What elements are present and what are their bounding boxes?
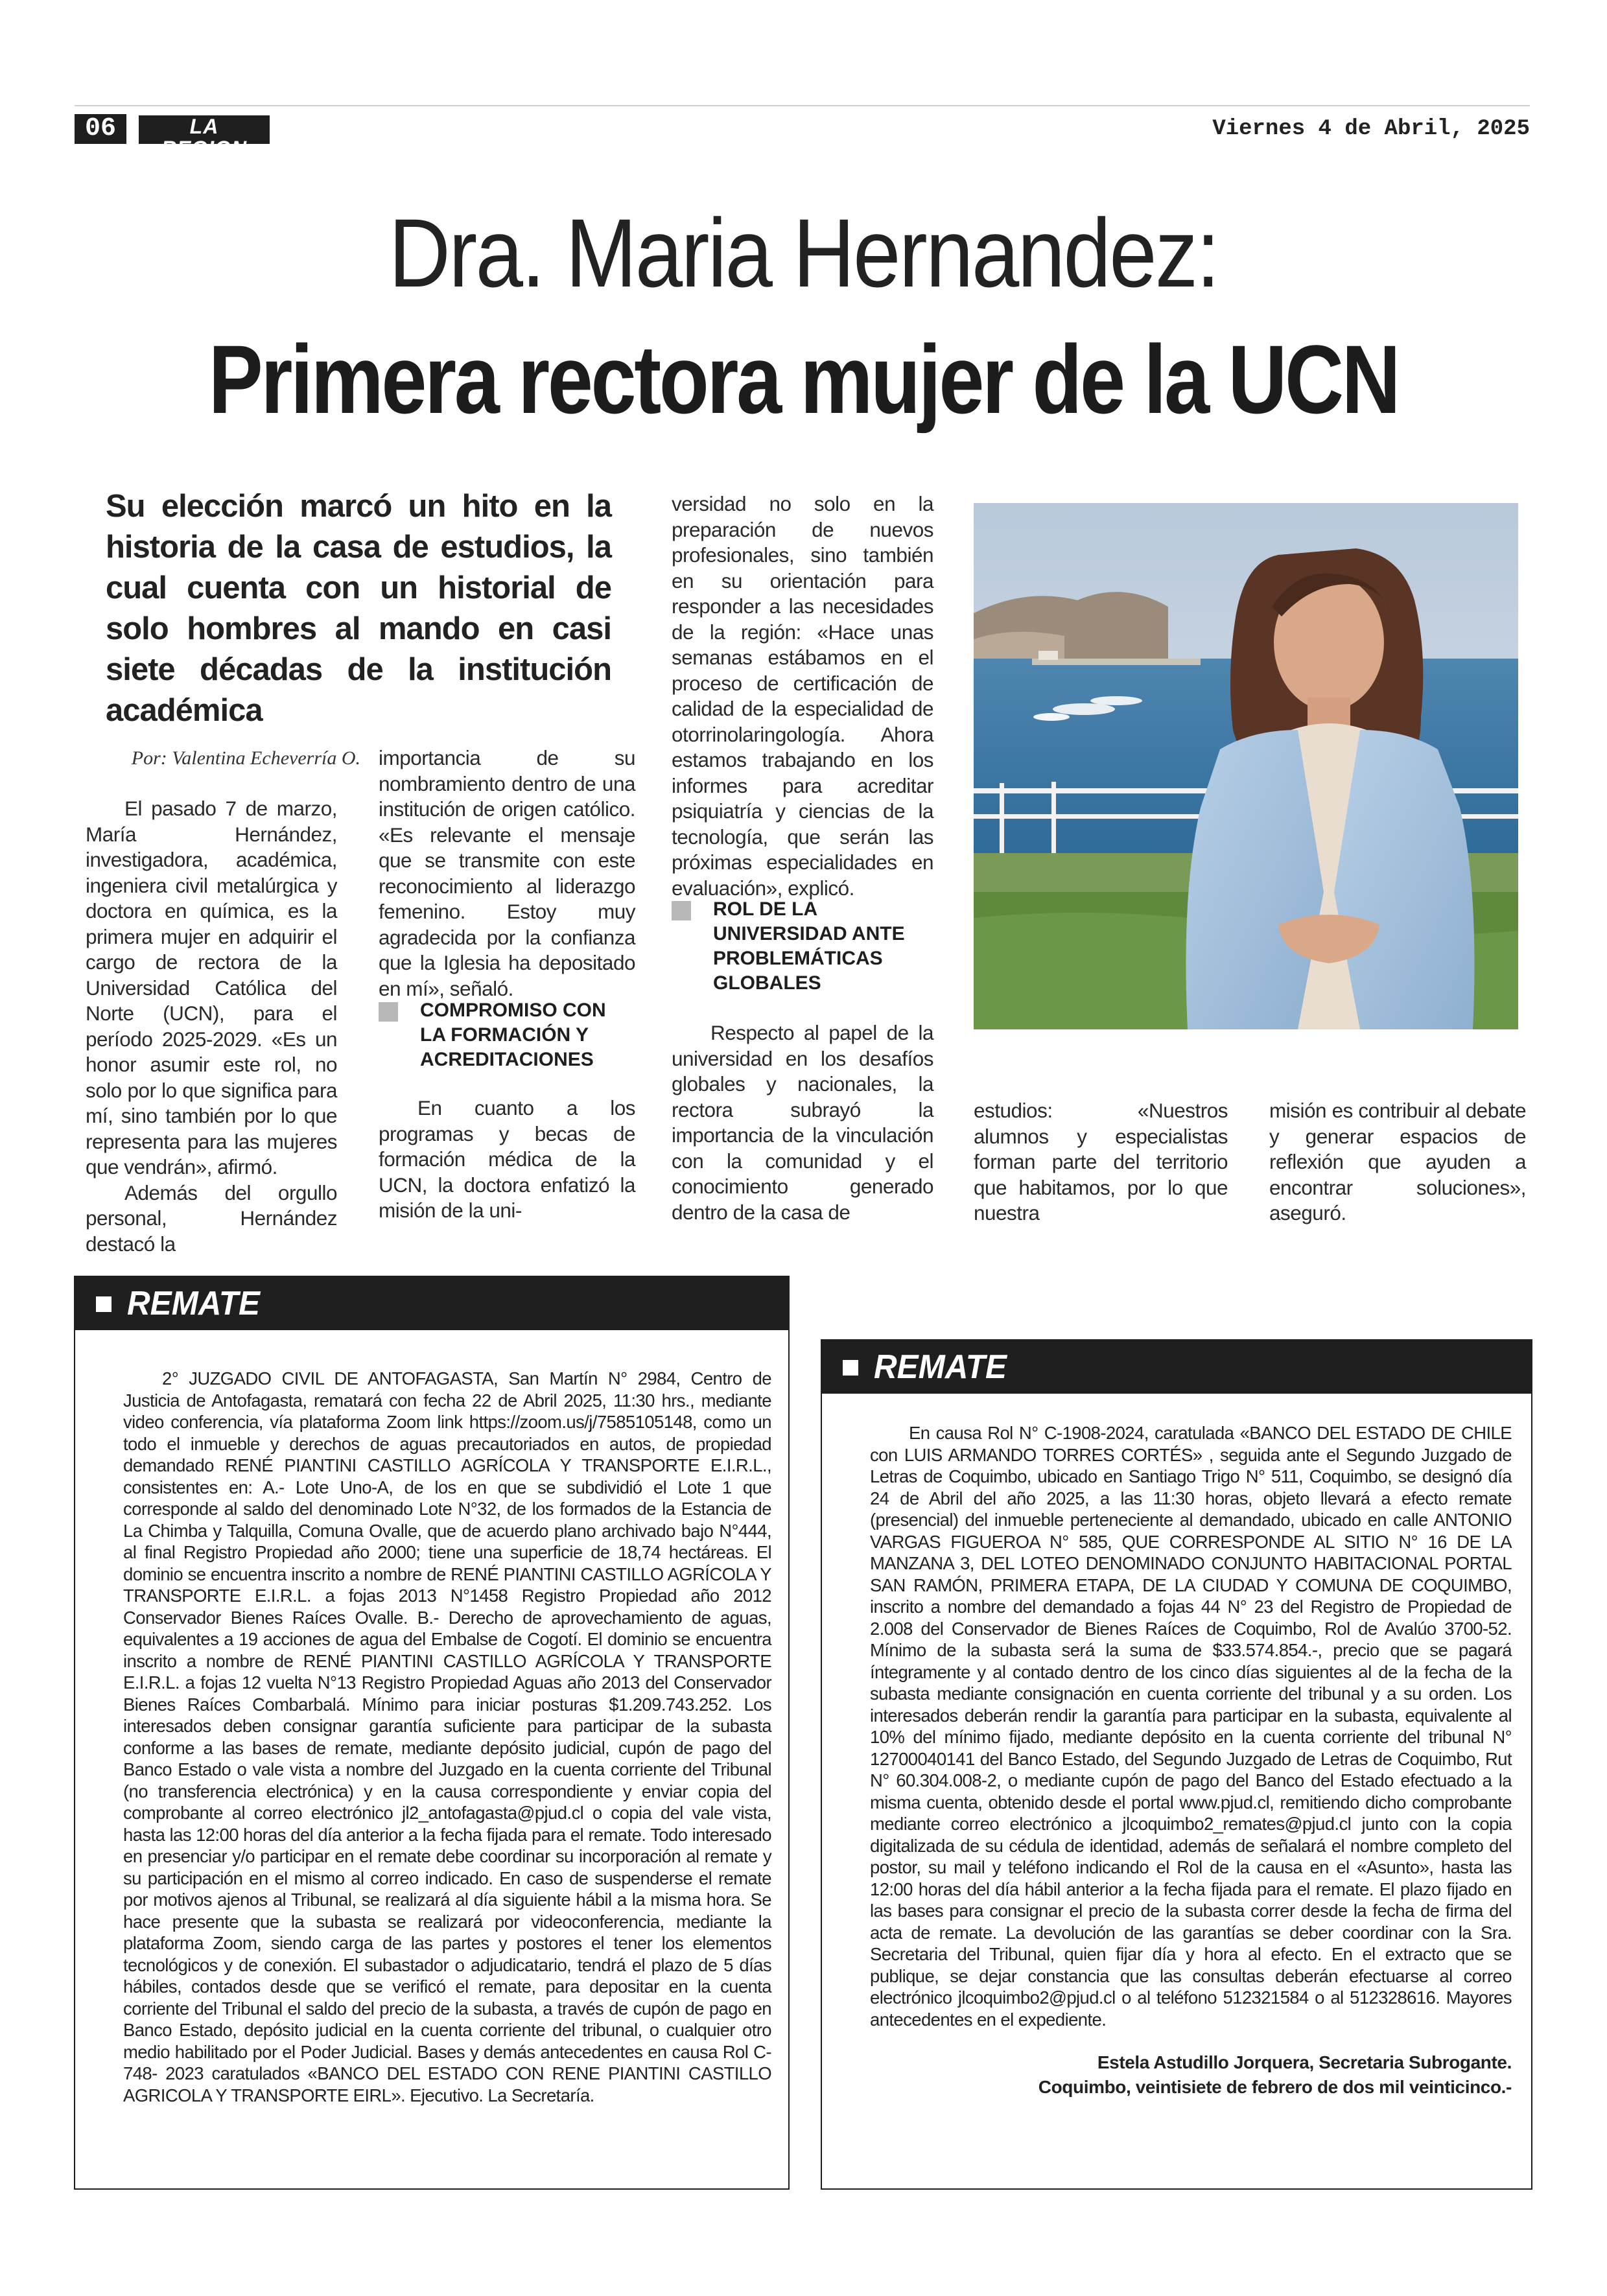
article-column-1 — [86, 796, 337, 1257]
paragraph: El pasado 7 de marzo, María Hernández, investigadora, académica, ingeniera civil metalúrgica y doctora en química, es la primera mujer en adquirir el cargo de rectora de la Universidad Católica del Norte (UCN), para el período 2025-2029. «Es un honor asumir este rol, no solo por lo que significa para mí, sino también por lo que representa para las mujeres que vendrán», afirmó. — [86, 797, 337, 1178]
remate-bullet-icon — [96, 1296, 111, 1312]
remate-heading: REMATE — [127, 1285, 260, 1322]
header-rule — [75, 105, 1530, 106]
legal-notice-remate-coquimbo — [821, 1339, 1532, 2190]
remate-paragraph: 2° JUZGADO CIVIL DE ANTOFAGASTA, San Martín N° 2984, Centro de Justicia de Antofagasta, rematará con fecha 22 de Abril 2025, 11:30 hrs., mediante video conferencia, vía plataforma Zoom link https://zoom.us/j/7585105148, como un todo el inmueble y derechos de aguas precautoriados en autos, de propiedad demandado RENÉ PIANTINI CASTILLO AGRÍCOLA Y TRANSPORTE E.I.R.L., consistentes en: A.- Lote Uno-A, de los en que se subdividió el Lote 1 que corresponde al saldo del denominado Lote N°32, de los formados de la Estancia de La Chimba y Talquilla, Comuna Ovalle, que de acuerdo plano archivado bajo N°444, al final Registro Propiedad año 2000; tiene una superficie de 18,74 hectáreas. El dominio se encuentra inscrito a nombre de RENÉ PIANTINI CASTILLO AGRÍCOLA Y TRANSPORTE E.I.R.L. a fojas 2013 N°1458 Registro Propiedad año 2012 Conservador Bienes Raíces Ovalle. B.- Derecho de aprovechamiento de aguas, equivalentes a 19 acciones de agua del Embalse de Cogotí. El dominio se encuentra inscrito a nombre de RENÉ PIANTINI CASTILLO AGRÍCOLA Y TRANSPORTE E.I.R.L. a fojas 12 vuelta N°13 Registro Propiedad Aguas año 2013 del Conservador Bienes Raíces Combarbalá. Mínimo para iniciar posturas $1.209.743.252. Los interesados deben consignar garantía suficiente para participar de la subasta conforme a las bases de remate, mediante depósito judicial, cupón de pago del Banco Estado o vale vista a nombre del Juzgado en la cuenta corriente del Tribunal (no transferencia electrónica) y en la causa correspondiente y enviar copia del comprobante al correo electrónico jl2_antofagasta@pjud.cl o copia del vale vista, hasta las 12:00 horas del día anterior a la fecha fijada para el remate. Todo interesado en presenciar y/o participar en el remate debe coordinar su incorporación al remate y su participación en el mismo al correo indicado. En caso de suspenderse el remate por motivos ajenos al Tribunal, se realizará al día siguiente hábil a la misma hora. Se hace presente que la subasta se realizará por videoconferencia, mediante la plataforma Zoom, siendo carga de las partes y postores el tener los elementos tecnológicos y de conexión. El subastador o adjudicatario, tendrá el plazo de 5 días hábiles, contados desde que se verificó el remate, para depositar en la cuenta corriente del Tribunal el saldo del precio de la subasta, a través de cupón de pago en Banco Estado, depósito judicial en la cuenta corriente del tribunal, o cualquier otro medio habilitado por el Poder Judicial. Bases y demás antecedentes en causa Rol C-748- 2023 caratulados «BANCO DEL ESTADO CON RENE PIANTINI CASTILLO AGRICOLA Y TRANSPORTE EIRL». Ejecutivo. La Secretaría. — [123, 1368, 771, 2105]
subhead-compromiso: COMPROMISO CON LA FORMACIÓN Y ACREDITACIONES — [420, 1000, 606, 1070]
subhead-bullet-icon — [672, 901, 691, 920]
newspaper-name: LA REGION — [137, 114, 271, 161]
headline-line-1: Dra. Maria Hernandez: — [388, 198, 1219, 307]
rector-portrait-photo — [974, 503, 1518, 1029]
remate-signature-place-date: Coquimbo, veintisiete de febrero de dos mil veinticinco.- — [1038, 2077, 1512, 2097]
article-column-5 — [1269, 1098, 1526, 1226]
article-column-4 — [974, 1098, 1228, 1226]
article-column-3 — [672, 491, 933, 901]
subhead-rol-universidad: ROL DE LA UNIVERSIDAD ANTE PROBLEMÁTICAS GLOBALES — [713, 898, 905, 994]
paragraph: Además del orgullo personal, Hernández destacó la — [86, 1180, 337, 1256]
issue-date: Viernes 4 de Abril, 2025 — [1212, 117, 1530, 141]
paragraph: estudios: «Nuestros alumnos y especialistas forman parte del territorio que habitamos, por lo que nuestra — [974, 1099, 1228, 1224]
subhead-bullet-icon — [379, 1002, 398, 1022]
remate-body-text — [870, 1422, 1512, 2030]
paragraph: En cuanto a los programas y becas de formación médica de la UCN, la doctora enfatizó la misión de la uni- — [379, 1096, 635, 1222]
portrait-photo-illustration — [974, 503, 1518, 1029]
remate-paragraph: En causa Rol N° C-1908-2024, caratulada «BANCO DEL ESTADO DE CHILE con LUIS ARMANDO TORRES CORTÉS» , seguida ante el Segundo Juzgado de Letras de Coquimbo, ubicado en Santiago Trigo N° 511, Coquimbo, se designó día 24 de Abril del año 2025, a las 11:30 horas, objeto llevará a efecto remate (presencial) del inmueble perteneciente al demandado, ubicado en calle ANTONIO VARGAS FIGUEROA N° 585, QUE CORRESPONDE AL SITIO N° 16 DE LA MANZANA 3, DEL LOTEO DENOMINADO CONJUNTO HABITACIONAL PORTAL SAN RAMÓN, PRIMERA ETAPA, DE LA CIUDAD Y COMUNA DE COQUIMBO, inscrito a nombre del demandado a fojas 44 N° 23 del Registro de Propiedad de 2.008 del Conservador de Bienes Raíces de Coquimbo, Rol de Avalúo 3700-52. Mínimo de la subasta será la suma de $33.574.854.-, precio que se pagará íntegramente y al contado dentro de los cinco días siguientes al de la fecha de la subasta mediante consignación en cuenta corriente del tribunal y a su orden. Los interesados deberán rendir la garantía para participar en la subasta, equivalente al 10% del mínimo fijado, mediante depósito en la cuenta corriente del tribunal N° 12700040141 del Banco Estado, del Segundo Juzgado de Letras de Coquimbo, Rut N° 60.304.008-2, o mediante cupón de pago del Banco del Estado efectuado a la misma cuenta, obtenido desde el portal www.pjud.cl, remitiendo dicho comprobante mediante correo electrónico a jlcoquimbo2_remates@pjud.cl junto con la copia digitalizada de su cédula de identidad, además de señalará el nombre completo del postor, su mail y teléfono indicando el Rol de la causa en el «Asunto», hasta las 12:00 horas del día hábil anterior a la fecha fijada para el remate. El plazo fijado en las bases para consignar el precio de la subasta correr desde la fecha de firma del acta de remate. La devolución de las garantías se deber coordinar con la Sra. Secretaria del Tribunal, quien fijar día y hora al efecto. En el extracto que se publique, se dejar constancia que las consultas deberán efectuarse al correo electrónico jlcoquimbo2@pjud.cl o al teléfono 512321584 o al 512328616. Mayores antecedentes en el expediente. — [870, 1423, 1512, 2030]
article-column-3-continued — [672, 1020, 933, 1225]
paragraph: versidad no solo en la preparación de nuevos profesionales, sino también en su orientación para responder a las necesidades de la región: «Hace unas semanas estábamos en el proceso de certificación de calidad de la especialidad de otorrinolaringología. Ahora estamos trabajando en los informes para acreditar psiquiatría y ciencias de la tecnología, que serán las próximas especialidades en evaluación», explicó. — [672, 492, 933, 900]
newspaper-logo — [137, 114, 271, 160]
byline: Por: Valentina Echeverría O. — [131, 747, 360, 769]
paragraph: importancia de su nombramiento dentro de una institución de origen católico. «Es relevante el mensaje que se transmite con este reconocimiento al liderazgo femenino. Estoy muy agradecida por la confianza que la Iglesia ha depositado en mí», señaló. — [379, 746, 635, 1000]
remate-header-bar — [75, 1277, 788, 1330]
remate-heading: REMATE — [874, 1348, 1007, 1386]
remate-header-bar — [822, 1341, 1531, 1394]
paragraph: Respecto al papel de la universidad en los desafíos globales y nacionales, la rectora subrayó la importancia de la vinculación con la comunidad y el conocimiento generado dentro de la casa de — [672, 1021, 933, 1224]
article-column-2-continued — [379, 1095, 635, 1224]
article-deck: Su elección marcó un hito en la historia de la casa de estudios, la cual cuenta con un historial de solo hombres al mando en casi siete décadas de la institución académica — [106, 489, 611, 728]
article-column-2 — [379, 745, 635, 1002]
paragraph: misión es contribuir al debate y generar espacios de reflexión que ayuden a encontrar soluciones», aseguró. — [1269, 1099, 1526, 1224]
remate-signature-name: Estela Astudillo Jorquera, Secretaria Subrogante. — [1097, 2052, 1512, 2072]
remate-bullet-icon — [843, 1360, 858, 1376]
legal-notice-remate-antofagasta — [74, 1276, 790, 2190]
remate-body-text — [123, 1368, 771, 2106]
page-number: 06 — [75, 114, 126, 144]
headline-line-2: Primera rectora mujer de la UCN — [208, 325, 1399, 434]
